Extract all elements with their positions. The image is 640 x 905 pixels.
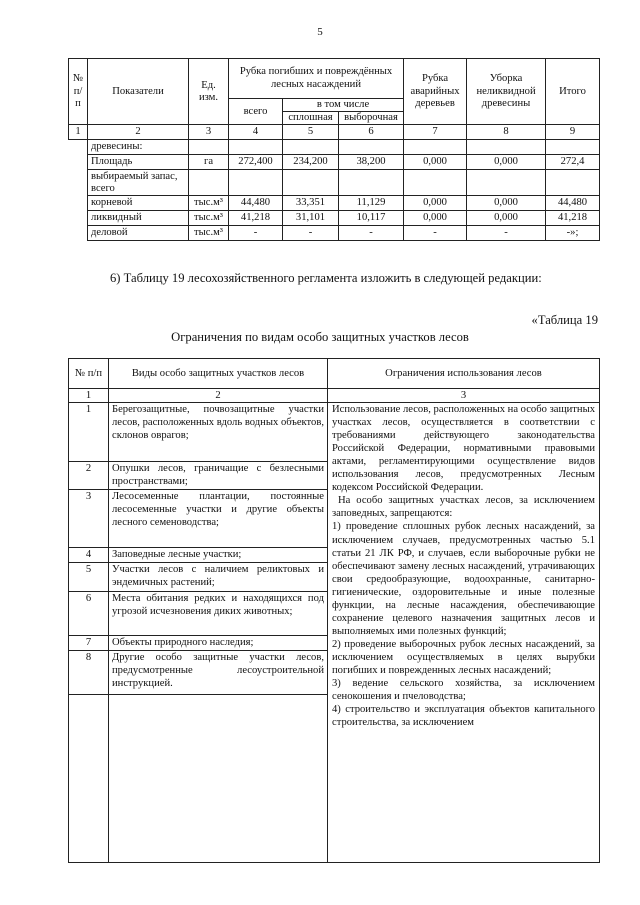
row-kind: Участки лесов с наличием реликтовых и эндемичных растений; — [109, 563, 328, 592]
row-number: 5 — [69, 563, 109, 592]
value-cell: 272,4 — [546, 155, 600, 170]
value-cell: 0,000 — [467, 211, 546, 226]
value-cell: - — [339, 226, 404, 241]
restriction-paragraph: На особо защитных участках лесов, за исключением заповедных, запрещаются: — [332, 495, 595, 520]
row-kind: Опушки лесов, граничащие с безлесными пространствами; — [109, 462, 328, 490]
header-indicators: Показатели — [88, 59, 189, 125]
col-number: 1 — [69, 125, 88, 140]
header-dead-felling: Рубка погибших и повреждённых лесных насаждений — [229, 59, 404, 99]
value-cell: - — [229, 226, 283, 241]
restriction-paragraph: 1) проведение сплошных рубок лесных насаждений, за исключением случаев, предусмотренных частью 5.1 статьи 21 ЛК РФ, и случаев, если выборочные рубки не обеспечивают замену лесных насаждений, утрачивающих свои средообразующие, водоохранные, санитарно-гигиенические, оздоровительные и иные полезные функции, на лесные насаждения, обеспечивающие сохранение целевого назначения защитных лесов и выполняемых ими полезных функций; — [332, 521, 595, 637]
row-name: выбираемый запас, всего — [88, 170, 189, 196]
value-cell: 41,218 — [546, 211, 600, 226]
row-kind: Лесосеменные плантации, постоянные лесосеменные участки и другие объекты лесного семеноводства; — [109, 490, 328, 548]
paragraph-6: 6) Таблицу 19 лесохозяйственного регламента изложить в следующей редакции: — [110, 271, 542, 285]
col-number: 7 — [404, 125, 467, 140]
table-row — [69, 155, 600, 170]
value-cell: - — [283, 226, 339, 241]
header-selective: выборочная — [339, 112, 404, 125]
row-unit: га — [189, 155, 229, 170]
header-total-sub: всего — [229, 99, 283, 125]
value-cell: 10,117 — [339, 211, 404, 226]
header-including: в том числе — [283, 99, 404, 112]
restriction-paragraph: Использование лесов, расположенных на особо защитных участках лесов, осуществляется в соответствии с требованиями действующего законодательства Российской Федерации, нормативными правовыми актами, регламентирующими осуществление видов использования лесов, предусмотренных Лесным кодексом Российской Федерации. — [332, 404, 595, 494]
felling-table — [68, 58, 600, 241]
header-illiquid: Уборка неликвидной древесины — [467, 59, 546, 125]
value-cell: 44,480 — [229, 196, 283, 211]
row-name: Площадь — [88, 155, 189, 170]
row-number: 8 — [69, 651, 109, 695]
row-kind: Берегозащитные, почвозащитные участки лесов, расположенных вдоль водных объектов, склонов оврагов; — [109, 403, 328, 462]
col-number: 2 — [109, 389, 328, 403]
row-number: 7 — [69, 636, 109, 651]
table-title: Ограничения по видам особо защитных участков лесов — [171, 330, 469, 344]
value-cell: 0,000 — [404, 211, 467, 226]
value-cell: 234,200 — [283, 155, 339, 170]
row-name: корневой — [88, 196, 189, 211]
table-label: «Таблица 19 — [531, 313, 598, 327]
restriction-paragraph: 3) ведение сельского хозяйства, за исключением сенокошения и пчеловодства; — [332, 678, 595, 703]
row-unit: тыс.м³ — [189, 226, 229, 241]
col-number: 4 — [229, 125, 283, 140]
value-cell: 31,101 — [283, 211, 339, 226]
restrictions-table — [68, 358, 600, 863]
row-name: ликвидный — [88, 211, 189, 226]
row-name: древесины: — [88, 140, 189, 155]
row-unit — [189, 140, 229, 155]
value-cell: 41,218 — [229, 211, 283, 226]
header-clear: сплошная — [283, 112, 339, 125]
col-number: 1 — [69, 389, 109, 403]
table-row — [69, 196, 600, 211]
col-number: 5 — [283, 125, 339, 140]
row-name: деловой — [88, 226, 189, 241]
page-number: 5 — [317, 26, 323, 38]
row-number: 4 — [69, 548, 109, 563]
table-row — [69, 226, 600, 241]
header-emergency: Рубка аварийных деревьев — [404, 59, 467, 125]
row-unit — [189, 170, 229, 196]
value-cell: 0,000 — [467, 155, 546, 170]
restriction-paragraph: 2) проведение выборочных рубок лесных насаждений, за исключением осуществляемых в целях вырубки погибших и поврежденных лесных насаждений; — [332, 638, 595, 676]
value-cell: - — [404, 226, 467, 241]
header-num: № п/п — [69, 359, 109, 389]
row-kind: Заповедные лесные участки; — [109, 548, 328, 563]
header-kinds: Виды особо защитных участков лесов — [109, 359, 328, 389]
restrictions-cell — [328, 403, 600, 863]
row-unit: тыс.м³ — [189, 196, 229, 211]
value-cell: 44,480 — [546, 196, 600, 211]
table-row — [69, 170, 600, 196]
col-number: 8 — [467, 125, 546, 140]
value-cell: -»; — [546, 226, 600, 241]
row-number: 6 — [69, 592, 109, 636]
table-row — [69, 140, 600, 155]
col-number: 2 — [88, 125, 189, 140]
row-number: 1 — [69, 403, 109, 462]
table-row — [69, 211, 600, 226]
row-kind: Места обитания редких и находящихся под угрозой исчезновения диких животных; — [109, 592, 328, 636]
col-number: 9 — [546, 125, 600, 140]
restriction-paragraph: 4) строительство и эксплуатация объектов капитального строительства, за исключением — [332, 704, 595, 729]
value-cell: 0,000 — [404, 155, 467, 170]
value-cell: 0,000 — [467, 196, 546, 211]
row-number: 2 — [69, 462, 109, 490]
col-number: 6 — [339, 125, 404, 140]
value-cell: - — [467, 226, 546, 241]
column-number-row — [69, 125, 600, 140]
col-number: 3 — [328, 389, 600, 403]
table-row — [69, 403, 600, 462]
header-restrictions: Ограничения использования лесов — [328, 359, 600, 389]
row-kind: Другие особо защитные участки лесов, предусмотренные лесоустроительной инструкцией. — [109, 651, 328, 695]
row-number: 3 — [69, 490, 109, 548]
header-num: № п/п — [69, 59, 88, 125]
header-unit: Ед. изм. — [189, 59, 229, 125]
value-cell: 11,129 — [339, 196, 404, 211]
value-cell: 38,200 — [339, 155, 404, 170]
value-cell: 272,400 — [229, 155, 283, 170]
header-grand-total: Итого — [546, 59, 600, 125]
col-number: 3 — [189, 125, 229, 140]
row-unit: тыс.м³ — [189, 211, 229, 226]
value-cell: 33,351 — [283, 196, 339, 211]
value-cell: 0,000 — [404, 196, 467, 211]
row-kind: Объекты природного наследия; — [109, 636, 328, 651]
